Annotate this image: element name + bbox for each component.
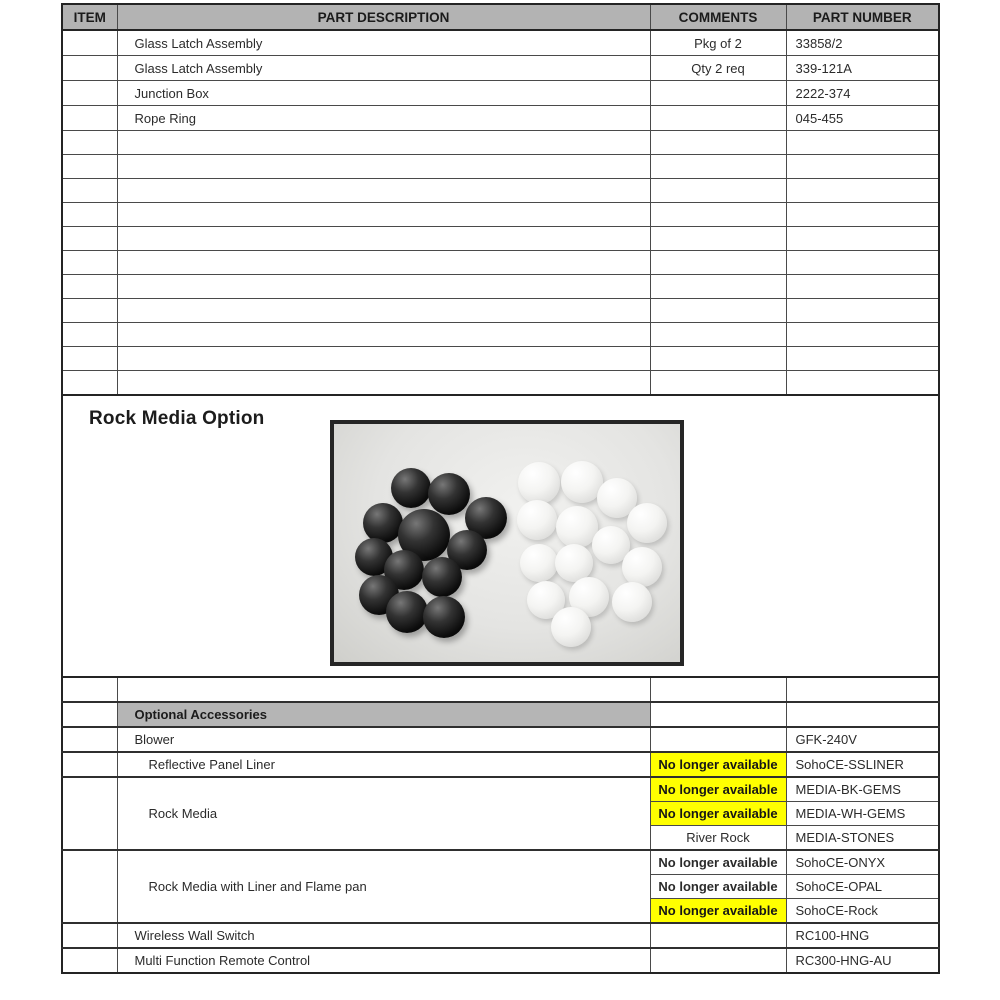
- description-cell: Rope Ring: [117, 106, 650, 131]
- item-cell: [62, 347, 117, 371]
- part-number-cell: [786, 371, 939, 396]
- comments-cell: Qty 2 req: [650, 56, 786, 81]
- column-header-part-number: PART NUMBER: [786, 4, 939, 30]
- black-gem: [423, 596, 465, 638]
- item-cell: [62, 81, 117, 106]
- part-number-cell: GFK-240V: [786, 727, 939, 752]
- rock-media-section: [62, 395, 939, 677]
- comments-cell: [650, 179, 786, 203]
- item-cell: [62, 850, 117, 923]
- white-gem: [551, 607, 591, 647]
- comments-cell: [650, 948, 786, 973]
- table-row: [62, 923, 939, 948]
- item-cell: [62, 299, 117, 323]
- description-cell: [117, 275, 650, 299]
- description-cell: [117, 371, 650, 396]
- item-cell: [62, 948, 117, 973]
- description-cell: Glass Latch Assembly: [117, 56, 650, 81]
- comments-cell: [650, 347, 786, 371]
- comments-cell: River Rock: [650, 826, 786, 851]
- comments-cell: [650, 323, 786, 347]
- part-number-cell: 2222-374: [786, 81, 939, 106]
- white-gem: [520, 544, 558, 582]
- black-gem: [422, 557, 462, 597]
- white-gem: [622, 547, 662, 587]
- description-cell: [117, 131, 650, 155]
- empty-row: [62, 299, 939, 323]
- part-number-cell: SohoCE-Rock: [786, 899, 939, 924]
- table-row: [62, 948, 939, 973]
- description-cell: Wireless Wall Switch: [117, 923, 650, 948]
- description-cell: [117, 323, 650, 347]
- item-cell: [62, 179, 117, 203]
- description-cell: Reflective Panel Liner: [117, 752, 650, 777]
- comments-cell: [650, 106, 786, 131]
- comments-cell: [650, 203, 786, 227]
- table-row: [62, 727, 939, 752]
- comments-cell: No longer available: [650, 777, 786, 802]
- accessories-rows: [62, 677, 939, 973]
- comments-cell: [650, 155, 786, 179]
- column-header-part-description: PART DESCRIPTION: [117, 4, 650, 30]
- item-cell: [62, 155, 117, 179]
- empty-row: [62, 251, 939, 275]
- comments-cell: [650, 81, 786, 106]
- table-row: [62, 677, 939, 702]
- description-cell: [117, 155, 650, 179]
- comments-cell: No longer available: [650, 899, 786, 924]
- description-cell: Glass Latch Assembly: [117, 30, 650, 56]
- part-number-cell: [786, 131, 939, 155]
- description-cell: [117, 299, 650, 323]
- empty-row: [62, 323, 939, 347]
- empty-row: [62, 227, 939, 251]
- part-number-cell: 33858/2: [786, 30, 939, 56]
- table-row: [62, 106, 939, 131]
- description-cell: Blower: [117, 727, 650, 752]
- comments-cell: [650, 677, 786, 702]
- table-row: [62, 30, 939, 56]
- item-cell: [62, 677, 117, 702]
- item-cell: [62, 702, 117, 727]
- comments-cell: No longer available: [650, 875, 786, 899]
- description-cell: [117, 203, 650, 227]
- part-number-cell: SohoCE-SSLINER: [786, 752, 939, 777]
- rock-media-photo: [330, 420, 684, 666]
- part-number-cell: [786, 299, 939, 323]
- item-cell: [62, 371, 117, 396]
- item-cell: [62, 275, 117, 299]
- item-cell: [62, 752, 117, 777]
- comments-cell: [650, 727, 786, 752]
- comments-cell: No longer available: [650, 752, 786, 777]
- white-gem: [517, 500, 557, 540]
- description-cell: Rock Media with Liner and Flame pan: [117, 850, 650, 923]
- description-cell: Rock Media: [117, 777, 650, 850]
- item-cell: [62, 923, 117, 948]
- empty-row: [62, 179, 939, 203]
- empty-rows: [62, 131, 939, 396]
- black-gem: [428, 473, 470, 515]
- item-cell: [62, 203, 117, 227]
- parts-table: [61, 3, 940, 974]
- comments-cell: [650, 702, 786, 727]
- description-cell: [117, 179, 650, 203]
- empty-row: [62, 347, 939, 371]
- part-number-cell: [786, 275, 939, 299]
- table-row: [62, 702, 939, 727]
- item-cell: [62, 106, 117, 131]
- part-number-cell: [786, 155, 939, 179]
- part-number-cell: [786, 347, 939, 371]
- rock-media-cell: [62, 395, 939, 677]
- empty-row: [62, 155, 939, 179]
- description-cell: Optional Accessories: [117, 702, 650, 727]
- column-header-item: ITEM: [62, 4, 117, 30]
- column-header-comments: COMMENTS: [650, 4, 786, 30]
- table-row: [62, 56, 939, 81]
- empty-row: [62, 371, 939, 396]
- part-number-cell: SohoCE-ONYX: [786, 850, 939, 875]
- rock-media-title: Rock Media Option: [89, 408, 265, 429]
- black-gem: [363, 503, 403, 543]
- part-number-cell: SohoCE-OPAL: [786, 875, 939, 899]
- parts-rows: [62, 30, 939, 131]
- part-number-cell: RC300-HNG-AU: [786, 948, 939, 973]
- item-cell: [62, 251, 117, 275]
- comments-cell: [650, 923, 786, 948]
- part-number-cell: [786, 323, 939, 347]
- comments-cell: [650, 227, 786, 251]
- table-row: [62, 850, 939, 875]
- item-cell: [62, 323, 117, 347]
- description-cell: [117, 677, 650, 702]
- part-number-cell: 339-121A: [786, 56, 939, 81]
- table-row: [62, 81, 939, 106]
- black-gem: [391, 468, 431, 508]
- description-cell: [117, 227, 650, 251]
- comments-cell: [650, 131, 786, 155]
- table-header: [62, 4, 939, 30]
- part-number-cell: [786, 677, 939, 702]
- description-cell: Junction Box: [117, 81, 650, 106]
- part-number-cell: [786, 251, 939, 275]
- description-cell: Multi Function Remote Control: [117, 948, 650, 973]
- item-cell: [62, 56, 117, 81]
- empty-row: [62, 131, 939, 155]
- table-row: [62, 777, 939, 802]
- white-gem: [627, 503, 667, 543]
- empty-row: [62, 203, 939, 227]
- empty-row: [62, 275, 939, 299]
- black-gem: [386, 591, 428, 633]
- comments-cell: [650, 299, 786, 323]
- white-gem: [612, 582, 652, 622]
- comments-cell: [650, 371, 786, 396]
- part-number-cell: MEDIA-STONES: [786, 826, 939, 851]
- part-number-cell: MEDIA-WH-GEMS: [786, 802, 939, 826]
- table-row: [62, 752, 939, 777]
- item-cell: [62, 30, 117, 56]
- item-cell: [62, 777, 117, 850]
- comments-cell: No longer available: [650, 850, 786, 875]
- comments-cell: Pkg of 2: [650, 30, 786, 56]
- comments-cell: No longer available: [650, 802, 786, 826]
- item-cell: [62, 727, 117, 752]
- comments-cell: [650, 275, 786, 299]
- part-number-cell: [786, 702, 939, 727]
- part-number-cell: [786, 179, 939, 203]
- description-cell: [117, 251, 650, 275]
- part-number-cell: RC100-HNG: [786, 923, 939, 948]
- part-number-cell: MEDIA-BK-GEMS: [786, 777, 939, 802]
- part-number-cell: 045-455: [786, 106, 939, 131]
- white-gem: [518, 462, 560, 504]
- item-cell: [62, 227, 117, 251]
- part-number-cell: [786, 203, 939, 227]
- description-cell: [117, 347, 650, 371]
- item-cell: [62, 131, 117, 155]
- comments-cell: [650, 251, 786, 275]
- part-number-cell: [786, 227, 939, 251]
